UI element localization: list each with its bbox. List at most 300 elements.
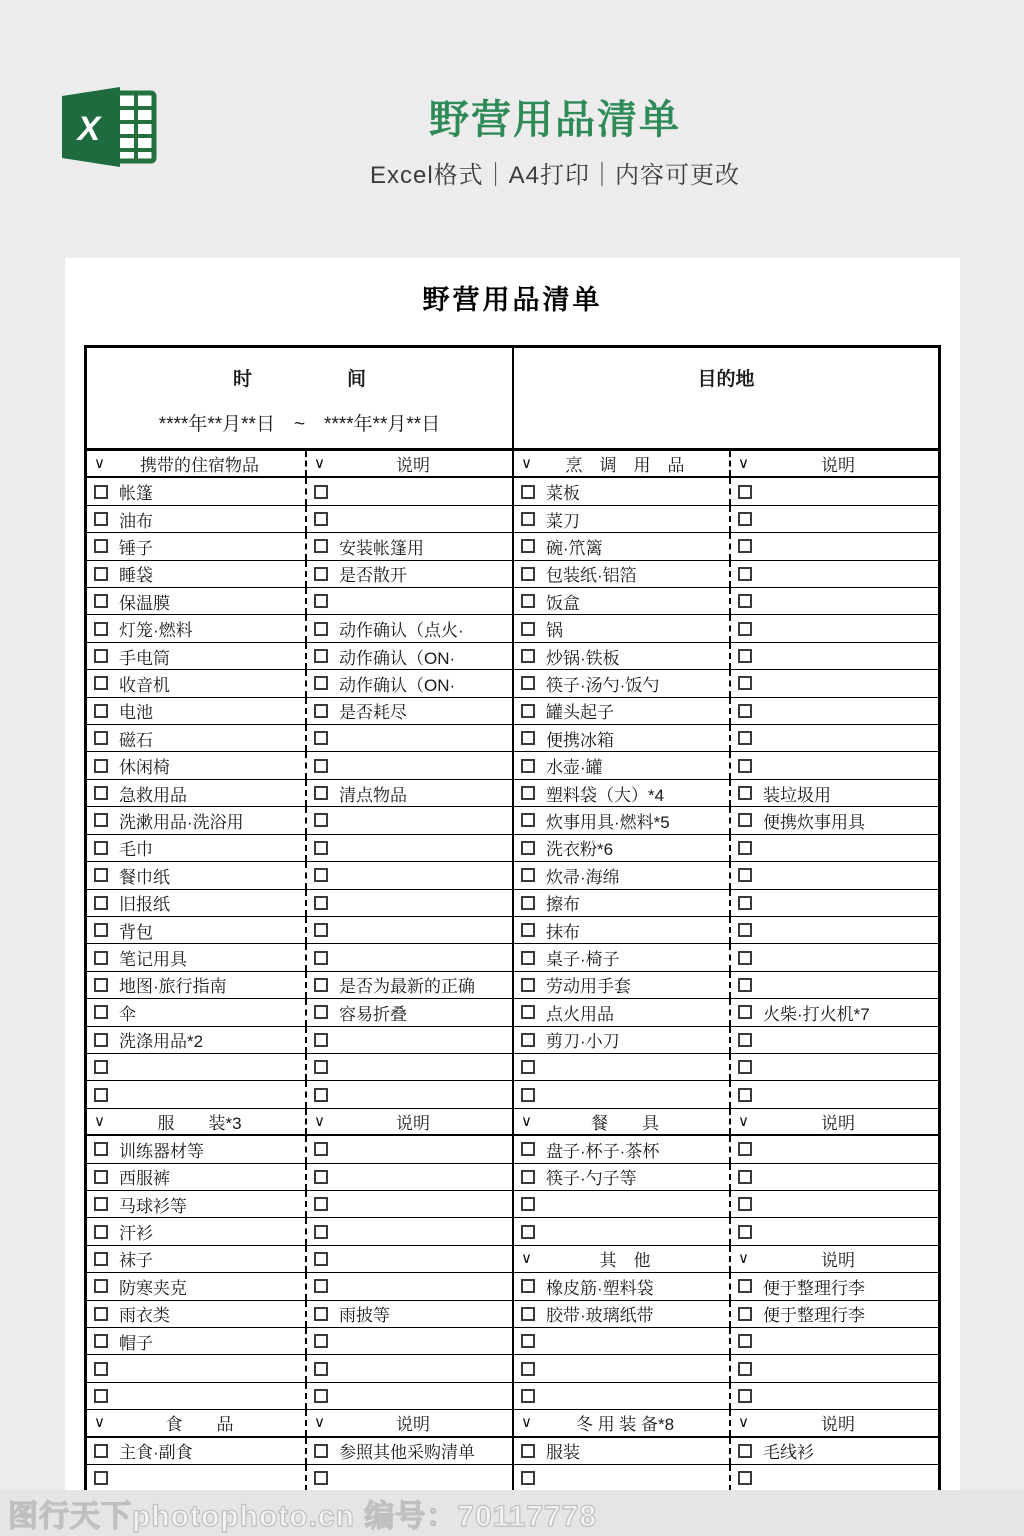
checkbox-icon (314, 1005, 328, 1019)
table-header (87, 348, 938, 451)
checkbox-icon (94, 594, 108, 608)
item-cell (512, 1383, 729, 1409)
note-cell (305, 670, 512, 696)
item-cell (512, 944, 729, 970)
table-row (87, 835, 938, 862)
note-cell (305, 972, 512, 998)
item-cell (512, 752, 729, 778)
checkbox-icon (314, 731, 328, 745)
item-cell (512, 1218, 729, 1244)
checkbox-icon (314, 786, 328, 800)
checkbox-icon (94, 567, 108, 581)
check-icon: ∨ (521, 1414, 532, 1432)
table-row (87, 1191, 938, 1218)
cell-text: 保温膜 (119, 593, 170, 613)
cell-text: 便携炊事用具 (763, 812, 865, 832)
checkbox-icon (521, 1334, 535, 1348)
item-cell (87, 1301, 305, 1327)
item-cell (512, 698, 729, 724)
checkbox-icon (521, 594, 535, 608)
item-cell (512, 1109, 729, 1134)
checkbox-icon (314, 951, 328, 965)
checkbox-icon (521, 1060, 535, 1074)
cell-text: 说明 (820, 1113, 855, 1133)
cell-text: 食 品 (165, 1415, 234, 1435)
note-cell (729, 1465, 938, 1490)
cell-text: 冬 用 装 备*8 (575, 1415, 675, 1435)
checkbox-icon (738, 978, 752, 992)
cell-text: 雨披等 (339, 1306, 390, 1326)
cell-text: 点火用品 (546, 1004, 614, 1024)
checkbox-icon (521, 1444, 535, 1458)
table-row (87, 1136, 938, 1163)
item-cell (87, 944, 305, 970)
item-cell (512, 643, 729, 669)
note-cell (305, 1465, 512, 1490)
watermark-bar (0, 1490, 1024, 1536)
item-cell (87, 533, 305, 559)
cell-text: 油布 (119, 511, 153, 531)
checkbox-icon (738, 1005, 752, 1019)
item-cell (87, 615, 305, 641)
checkbox-icon (521, 951, 535, 965)
checkbox-icon (314, 512, 328, 526)
note-cell (729, 1081, 938, 1107)
checkbox-icon (314, 539, 328, 553)
cell-text: 说明 (820, 1415, 855, 1435)
checkbox-icon (738, 594, 752, 608)
checkbox-icon (314, 978, 328, 992)
checkbox-icon (94, 1060, 108, 1074)
checkbox-icon (314, 1389, 328, 1403)
checkbox-icon (94, 759, 108, 773)
table-body (87, 451, 938, 1490)
checkbox-icon (94, 731, 108, 745)
cell-text: 清点物品 (339, 785, 407, 805)
table-row (87, 1273, 938, 1300)
note-cell (305, 533, 512, 559)
checkbox-icon (314, 1142, 328, 1156)
checkbox-icon (314, 622, 328, 636)
checkbox-icon (738, 1389, 752, 1403)
item-cell (512, 1081, 729, 1107)
item-cell (512, 1164, 729, 1190)
item-cell (87, 890, 305, 916)
checkbox-icon (521, 567, 535, 581)
cell-text: 便于整理行李 (763, 1278, 865, 1298)
checkbox-icon (521, 676, 535, 690)
cell-text: 说明 (395, 456, 430, 476)
item-cell (87, 478, 305, 504)
cell-text: 锤子 (119, 538, 153, 558)
note-cell (729, 835, 938, 861)
checkbox-icon (521, 1389, 535, 1403)
note-cell (305, 1273, 512, 1299)
checkbox-icon (738, 1197, 752, 1211)
item-cell (512, 588, 729, 614)
checkbox-icon (738, 1033, 752, 1047)
note-cell (729, 862, 938, 888)
checkbox-icon (314, 1307, 328, 1321)
item-cell (512, 917, 729, 943)
note-cell (305, 1027, 512, 1053)
table-row (87, 917, 938, 944)
cell-text: 便于整理行李 (763, 1306, 865, 1326)
checkbox-icon (738, 1142, 752, 1156)
note-cell (305, 1164, 512, 1190)
checkbox-icon (94, 539, 108, 553)
cell-text: 说明 (820, 456, 855, 476)
checkbox-icon (94, 978, 108, 992)
cell-text: 服 装*3 (157, 1113, 242, 1133)
item-cell (87, 1273, 305, 1299)
note-cell (305, 643, 512, 669)
checkbox-icon (314, 1362, 328, 1376)
checkbox-icon (521, 704, 535, 718)
checkbox-icon (94, 1334, 108, 1348)
note-cell (729, 999, 938, 1025)
item-cell (512, 1027, 729, 1053)
item-cell (512, 506, 729, 532)
cell-text: 灯笼·燃料 (119, 621, 193, 641)
note-cell (729, 780, 938, 806)
cell-text: 其 他 (599, 1251, 651, 1271)
checkbox-icon (738, 1307, 752, 1321)
checkbox-icon (521, 923, 535, 937)
checkbox-icon (314, 649, 328, 663)
item-cell (87, 698, 305, 724)
checkbox-icon (738, 1170, 752, 1184)
item-cell (512, 1328, 729, 1354)
note-cell (729, 670, 938, 696)
cell-text: 炊帚·海绵 (546, 867, 620, 887)
cell-text: 说明 (395, 1113, 430, 1133)
note-cell (305, 1383, 512, 1409)
check-icon: ∨ (94, 455, 105, 473)
item-cell (87, 561, 305, 587)
checkbox-icon (738, 1225, 752, 1239)
cell-text: 火柴·打火机*7 (763, 1004, 870, 1024)
cell-text: 笔记用具 (119, 950, 187, 970)
table-row (87, 1328, 938, 1355)
note-cell (305, 1054, 512, 1080)
checkbox-icon (521, 813, 535, 827)
cell-text: 装垃圾用 (763, 785, 831, 805)
cell-text: 毛巾 (119, 840, 153, 860)
cell-text: 睡袋 (119, 566, 153, 586)
checkbox-icon (521, 1088, 535, 1102)
checkbox-icon (94, 868, 108, 882)
item-cell (512, 1355, 729, 1381)
note-cell (305, 1410, 512, 1435)
cell-text: 参照其他采购清单 (339, 1443, 475, 1463)
cell-text: 桌子·椅子 (546, 950, 620, 970)
checkbox-icon (738, 1088, 752, 1102)
item-cell (87, 862, 305, 888)
item-cell (512, 615, 729, 641)
check-icon: ∨ (94, 1414, 105, 1432)
checkbox-icon (521, 868, 535, 882)
cell-text: 抹布 (546, 922, 580, 942)
cell-text: 携带的住宿物品 (139, 456, 259, 476)
cell-text: 容易折叠 (339, 1004, 407, 1024)
check-icon: ∨ (738, 1250, 749, 1268)
cell-text: 筷子·勺子等 (546, 1169, 637, 1189)
cell-text: 毛线衫 (763, 1443, 814, 1463)
note-cell (305, 807, 512, 833)
item-cell (87, 506, 305, 532)
cell-text: 碗·笊篱 (546, 538, 603, 558)
checkbox-icon (94, 1389, 108, 1403)
checkbox-icon (314, 1471, 328, 1485)
banner (0, 88, 1024, 190)
note-cell (729, 1273, 938, 1299)
watermark-text: 图行天下photophoto.cn 编号：70117778 (8, 1500, 598, 1533)
table-row (87, 643, 938, 670)
cell-text: 罐头起子 (546, 703, 614, 723)
table-row (87, 615, 938, 642)
time-header-label: 时 间 (232, 369, 366, 390)
table-row (87, 1438, 938, 1465)
checkbox-icon (314, 923, 328, 937)
cell-text: 是否散开 (339, 566, 407, 586)
cell-text: 防寒夹克 (119, 1278, 187, 1298)
note-cell (305, 615, 512, 641)
table-row (87, 972, 938, 999)
note-cell (305, 1218, 512, 1244)
item-cell (87, 1136, 305, 1162)
note-cell (305, 1109, 512, 1134)
cell-text: 盘子·杯子·茶杯 (546, 1141, 660, 1161)
table-row (87, 1054, 938, 1081)
note-cell (729, 1355, 938, 1381)
checkbox-icon (314, 1444, 328, 1458)
note-cell (305, 1355, 512, 1381)
checkbox-icon (94, 704, 108, 718)
note-cell (729, 698, 938, 724)
cell-text: 手电筒 (119, 648, 170, 668)
table-row (87, 1081, 938, 1108)
item-cell (87, 780, 305, 806)
table-row (87, 1164, 938, 1191)
checkbox-icon (521, 786, 535, 800)
checkbox-icon (521, 841, 535, 855)
table-row (87, 725, 938, 752)
table-row (87, 752, 938, 779)
note-cell (305, 478, 512, 504)
item-cell (512, 725, 729, 751)
table-row (87, 890, 938, 917)
item-cell (87, 835, 305, 861)
item-cell (87, 670, 305, 696)
note-cell (305, 752, 512, 778)
checkbox-icon (521, 1307, 535, 1321)
document-page (65, 258, 960, 1490)
cell-text: 动作确认（ON· (339, 648, 456, 668)
note-cell (305, 725, 512, 751)
item-cell (87, 1246, 305, 1272)
cell-text: 餐巾纸 (119, 867, 170, 887)
check-icon: ∨ (314, 1112, 325, 1130)
destination-header-cell: 目的地 (512, 348, 938, 448)
check-icon: ∨ (738, 1414, 749, 1432)
cell-text: 服装 (546, 1443, 580, 1463)
checkbox-icon (94, 1307, 108, 1321)
checkbox-icon (94, 1362, 108, 1376)
checkbox-icon (738, 1279, 752, 1293)
note-cell (305, 1301, 512, 1327)
item-cell (512, 1301, 729, 1327)
item-cell (87, 643, 305, 669)
table-row (87, 698, 938, 725)
table-row (87, 670, 938, 697)
note-cell (729, 1328, 938, 1354)
checkbox-icon (521, 622, 535, 636)
checkbox-icon (94, 1088, 108, 1102)
cell-text: 训练器材等 (119, 1141, 204, 1161)
note-cell (305, 698, 512, 724)
note-cell (729, 1438, 938, 1464)
checklist-table (84, 345, 941, 1490)
checkbox-icon (738, 731, 752, 745)
note-cell (729, 1383, 938, 1409)
banner-title: 野营用品清单 (429, 98, 681, 142)
cell-text: 袜子 (119, 1251, 153, 1271)
note-cell (729, 533, 938, 559)
checkbox-icon (94, 813, 108, 827)
note-cell (305, 1191, 512, 1217)
item-cell (87, 1355, 305, 1381)
checkbox-icon (521, 978, 535, 992)
cell-text: 背包 (119, 922, 153, 942)
checkbox-icon (314, 841, 328, 855)
item-cell (87, 1081, 305, 1107)
cell-text: 帐篷 (119, 484, 153, 504)
item-cell (512, 533, 729, 559)
note-cell (729, 506, 938, 532)
checkbox-icon (738, 676, 752, 690)
checkbox-icon (314, 1225, 328, 1239)
note-cell (729, 1301, 938, 1327)
banner-subtitle: Excel格式｜A4打印｜内容可更改 (369, 162, 741, 189)
table-row (87, 807, 938, 834)
checkbox-icon (314, 868, 328, 882)
checkbox-icon (94, 1005, 108, 1019)
item-cell (87, 972, 305, 998)
item-cell (87, 588, 305, 614)
note-cell (729, 1246, 938, 1272)
table-row (87, 862, 938, 889)
checkbox-icon (521, 759, 535, 773)
checkbox-icon (314, 1252, 328, 1266)
check-icon: ∨ (94, 1112, 105, 1130)
checkbox-icon (738, 951, 752, 965)
note-cell (729, 752, 938, 778)
note-cell (305, 1328, 512, 1354)
item-cell (87, 917, 305, 943)
cell-text: 餐 具 (590, 1113, 659, 1133)
checkbox-icon (94, 1033, 108, 1047)
table-row (87, 506, 938, 533)
item-cell (512, 835, 729, 861)
cell-text: 锅 (546, 621, 563, 641)
checkbox-icon (521, 1362, 535, 1376)
note-cell (305, 1246, 512, 1272)
item-cell (512, 1136, 729, 1162)
checkbox-icon (738, 759, 752, 773)
checkbox-icon (738, 1471, 752, 1485)
checkbox-icon (94, 1197, 108, 1211)
table-row (87, 533, 938, 560)
cell-text: 水壶·罐 (546, 758, 603, 778)
cell-text: 雨衣类 (119, 1306, 170, 1326)
note-cell (305, 862, 512, 888)
checkbox-icon (738, 1362, 752, 1376)
table-row (87, 588, 938, 615)
cell-text: 动作确认（ON· (339, 675, 456, 695)
note-cell (305, 588, 512, 614)
cell-text: 剪刀·小刀 (546, 1032, 620, 1052)
checkbox-icon (94, 1170, 108, 1184)
item-cell (87, 752, 305, 778)
checkbox-icon (738, 1334, 752, 1348)
cell-text: 菜板 (546, 484, 580, 504)
table-row (87, 1383, 938, 1410)
checkbox-icon (521, 1142, 535, 1156)
checkbox-icon (314, 759, 328, 773)
item-cell (512, 451, 729, 476)
note-cell (305, 835, 512, 861)
item-cell (87, 1054, 305, 1080)
item-cell (87, 1383, 305, 1409)
time-header-cell (87, 348, 512, 448)
note-cell (729, 1136, 938, 1162)
checkbox-icon (738, 649, 752, 663)
cell-text: 地图·旅行指南 (119, 977, 227, 997)
cell-text: 炒锅·铁板 (546, 648, 620, 668)
item-cell (512, 890, 729, 916)
note-cell (729, 478, 938, 504)
item-cell (512, 999, 729, 1025)
check-icon: ∨ (738, 1112, 749, 1130)
checkbox-icon (738, 567, 752, 581)
item-cell (87, 1328, 305, 1354)
checkbox-icon (94, 649, 108, 663)
checkbox-icon (94, 1444, 108, 1458)
checkbox-icon (738, 841, 752, 855)
item-cell (512, 1465, 729, 1490)
cell-text: 收音机 (119, 675, 170, 695)
checkbox-icon (314, 567, 328, 581)
note-cell (729, 451, 938, 476)
item-cell (87, 1164, 305, 1190)
table-row (87, 478, 938, 505)
cell-text: 帽子 (119, 1333, 153, 1353)
item-cell (87, 1191, 305, 1217)
note-cell (729, 725, 938, 751)
cell-text: 旧报纸 (119, 895, 170, 915)
cell-text: 塑料袋（大）*4 (546, 785, 665, 805)
svg-text:X: X (77, 110, 101, 148)
item-cell (512, 1410, 729, 1435)
checkbox-icon (521, 512, 535, 526)
note-cell (729, 807, 938, 833)
item-cell (512, 478, 729, 504)
checkbox-icon (314, 485, 328, 499)
cell-text: 筷子·汤勺·饭勺 (546, 675, 660, 695)
cell-text: 急救用品 (119, 785, 187, 805)
checkbox-icon (521, 896, 535, 910)
